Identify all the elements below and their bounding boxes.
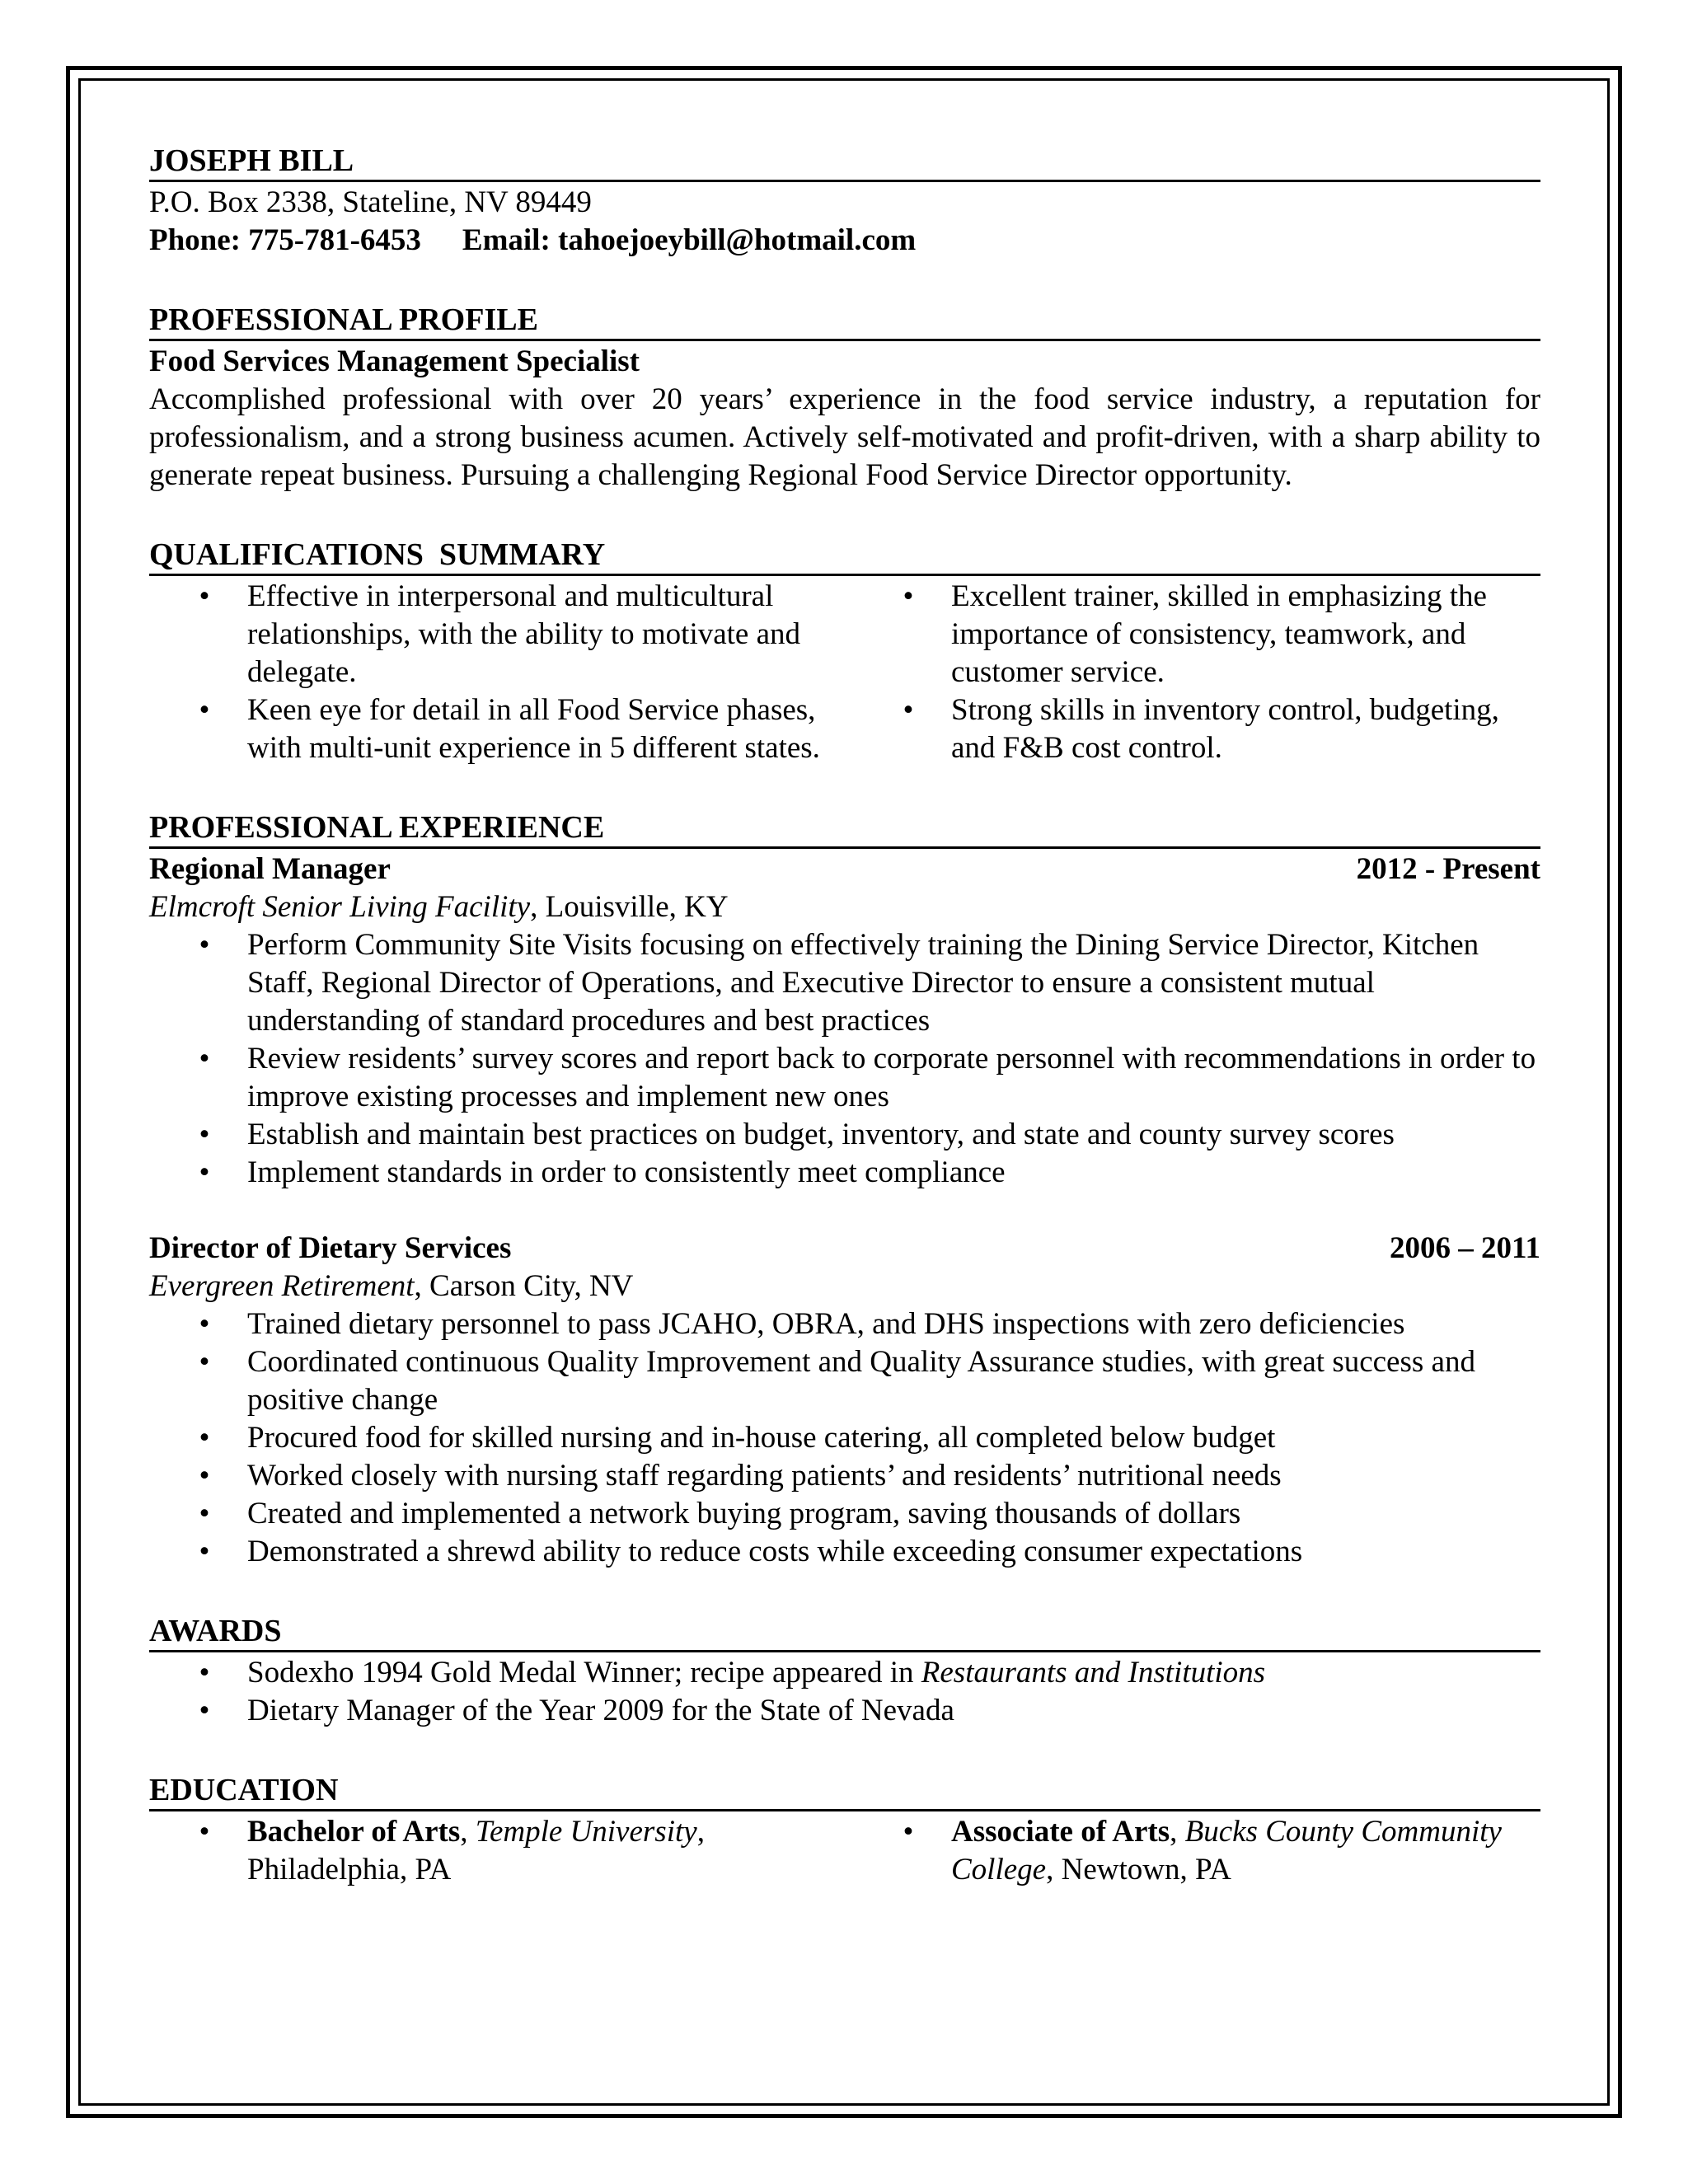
list-item-text: Coordinated continuous Quality Improvement and Quality Assurance studies, with great success and positive change (247, 1345, 1475, 1417)
list-item-text: Created and implemented a network buying program, saving thousands of dollars (247, 1497, 1241, 1530)
school: Temple University (475, 1815, 697, 1849)
list-item (149, 1116, 1540, 1154)
contact-address: P.O. Box 2338, Stateline, NV 89449 (149, 185, 592, 219)
bullet-icon: • (903, 1815, 914, 1849)
bullet-icon: • (199, 1307, 210, 1341)
section-title-qualifications: QUALIFICATIONS SUMMARY (149, 537, 606, 572)
job-employer: Elmcroft Senior Living Facility (149, 890, 531, 924)
education-columns (149, 1813, 1540, 1889)
school-location: , Newtown, PA (1046, 1853, 1231, 1886)
job-role: Director of Dietary Services (149, 1231, 512, 1265)
bullet-icon: • (199, 693, 210, 727)
list-item (149, 1654, 1540, 1692)
list-item (149, 1533, 1540, 1571)
bullet-icon: • (199, 1497, 210, 1530)
contact-phone: Phone: 775-781-6453 (149, 223, 421, 257)
list-item-text: Keen eye for detail in all Food Service phases, with multi-unit experience in 5 different states. (247, 693, 820, 765)
awards-section (149, 1612, 1540, 1730)
job-employer: Evergreen Retirement (149, 1269, 415, 1303)
list-item (149, 1813, 837, 1889)
contact-email: Email: tahoejoeybill@hotmail.com (462, 223, 917, 257)
experience-section (149, 808, 1540, 1571)
list-item-text: Perform Community Site Visits focusing on effectively training the Dining Service Director, Kitchen Staff, Regional Director of Operations, and Executive Director to ensure a consistent mutual understanding of standard procedures and best practices (247, 928, 1479, 1038)
list-item-text: Sodexho 1994 Gold Medal Winner; recipe appeared in (247, 1656, 921, 1690)
list-item-text: Demonstrated a shrewd ability to reduce costs while exceeding consumer expectations (247, 1535, 1303, 1568)
job-location: , Louisville, KY (530, 890, 729, 924)
bullet-icon: • (199, 1155, 210, 1189)
job-dates: 2006 – 2011 (1390, 1231, 1540, 1265)
bullet-icon: • (903, 693, 914, 727)
school-location: , Philadelphia, PA (247, 1815, 705, 1886)
list-item (149, 1457, 1540, 1495)
job-dates: 2012 - Present (1356, 852, 1540, 886)
job-entry (149, 851, 1540, 1192)
name-header (149, 142, 1540, 182)
degree: Associate of Arts (951, 1815, 1170, 1849)
list-item (149, 691, 837, 767)
list-item-text: Trained dietary personnel to pass JCAHO, OBRA, and DHS inspections with zero deficiencies (247, 1307, 1405, 1341)
profile-section (149, 301, 1540, 494)
list-item (149, 1495, 1540, 1533)
awards-list (149, 1654, 1540, 1730)
award-publication: Restaurants and Institutions (921, 1656, 1266, 1690)
job-header (149, 1230, 1540, 1268)
list-item (853, 1813, 1540, 1889)
list-item (149, 926, 1540, 1040)
list-item (149, 1419, 1540, 1457)
profile-subtitle: Food Services Management Specialist (149, 344, 640, 378)
bullet-icon: • (199, 1535, 210, 1568)
qualifications-left (149, 578, 853, 767)
bullet-icon: • (199, 579, 210, 613)
list-item (149, 1692, 1540, 1730)
list-item (149, 578, 837, 691)
job-entry (149, 1230, 1540, 1571)
education-right (853, 1813, 1540, 1889)
education-left (149, 1813, 853, 1889)
bullet-icon: • (199, 1042, 210, 1076)
list-item (149, 1040, 1540, 1116)
list-item-text: Excellent trainer, skilled in emphasizing the importance of consistency, teamwork, and customer service. (951, 579, 1487, 689)
section-title-education: EDUCATION (149, 1773, 339, 1807)
separator: , (1170, 1815, 1185, 1849)
bullet-icon: • (199, 1421, 210, 1455)
education-section (149, 1771, 1540, 1889)
job-role: Regional Manager (149, 852, 391, 886)
list-item (149, 1154, 1540, 1192)
list-item-text: Establish and maintain best practices on budget, inventory, and state and county survey scores (247, 1118, 1395, 1151)
bullet-icon: • (903, 579, 914, 613)
bullet-icon: • (199, 1118, 210, 1151)
list-item-text: Dietary Manager of the Year 2009 for the State of Nevada (247, 1694, 954, 1727)
section-title-profile: PROFESSIONAL PROFILE (149, 302, 538, 337)
list-item (149, 1305, 1540, 1343)
list-item-text: Strong skills in inventory control, budgeting, and F&B cost control. (951, 693, 1499, 765)
list-item-text: Effective in interpersonal and multicultural relationships, with the ability to motivate and delegate. (247, 579, 801, 689)
job-bullets (149, 926, 1540, 1192)
job-location: , Carson City, NV (414, 1269, 634, 1303)
list-item-text: Implement standards in order to consistently meet compliance (247, 1155, 1006, 1189)
job-employer-line (149, 888, 1540, 926)
qualifications-right (853, 578, 1540, 767)
list-item-text: Worked closely with nursing staff regarding patients’ and residents’ nutritional needs (247, 1459, 1282, 1493)
section-title-experience: PROFESSIONAL EXPERIENCE (149, 810, 605, 845)
bullet-icon: • (199, 928, 210, 962)
qualifications-section (149, 536, 1540, 767)
resume-content (149, 142, 1540, 1889)
list-item-text: Procured food for skilled nursing and in-house catering, all completed below budget (247, 1421, 1276, 1455)
bullet-icon: • (199, 1459, 210, 1493)
bullet-icon: • (199, 1345, 210, 1379)
section-title-awards: AWARDS (149, 1614, 282, 1648)
list-item (853, 578, 1540, 691)
list-item-text: Review residents’ survey scores and report back to corporate personnel with recommendations in order to improve existing processes and implement new ones (247, 1042, 1536, 1113)
qualifications-columns (149, 578, 1540, 767)
school: Bucks County Community College (951, 1815, 1502, 1886)
bullet-icon: • (199, 1815, 210, 1849)
candidate-name: JOSEPH BILL (149, 143, 354, 178)
separator: , (460, 1815, 476, 1849)
bullet-icon: • (199, 1656, 210, 1690)
job-bullets (149, 1305, 1540, 1571)
degree: Bachelor of Arts (247, 1815, 461, 1849)
contact-line (149, 222, 1540, 260)
job-employer-line (149, 1268, 1540, 1305)
list-item (149, 1343, 1540, 1419)
profile-text: Accomplished professional with over 20 years’ experience in the food service industry, a reputation for professionalism, and a strong business acumen. Actively self-motivated and profit-driven, with a sharp ability to generate repeat business. Pursuing a challenging Regional Food Service Director opportunity. (149, 382, 1540, 492)
list-item (853, 691, 1540, 767)
job-header (149, 851, 1540, 888)
bullet-icon: • (199, 1694, 210, 1727)
